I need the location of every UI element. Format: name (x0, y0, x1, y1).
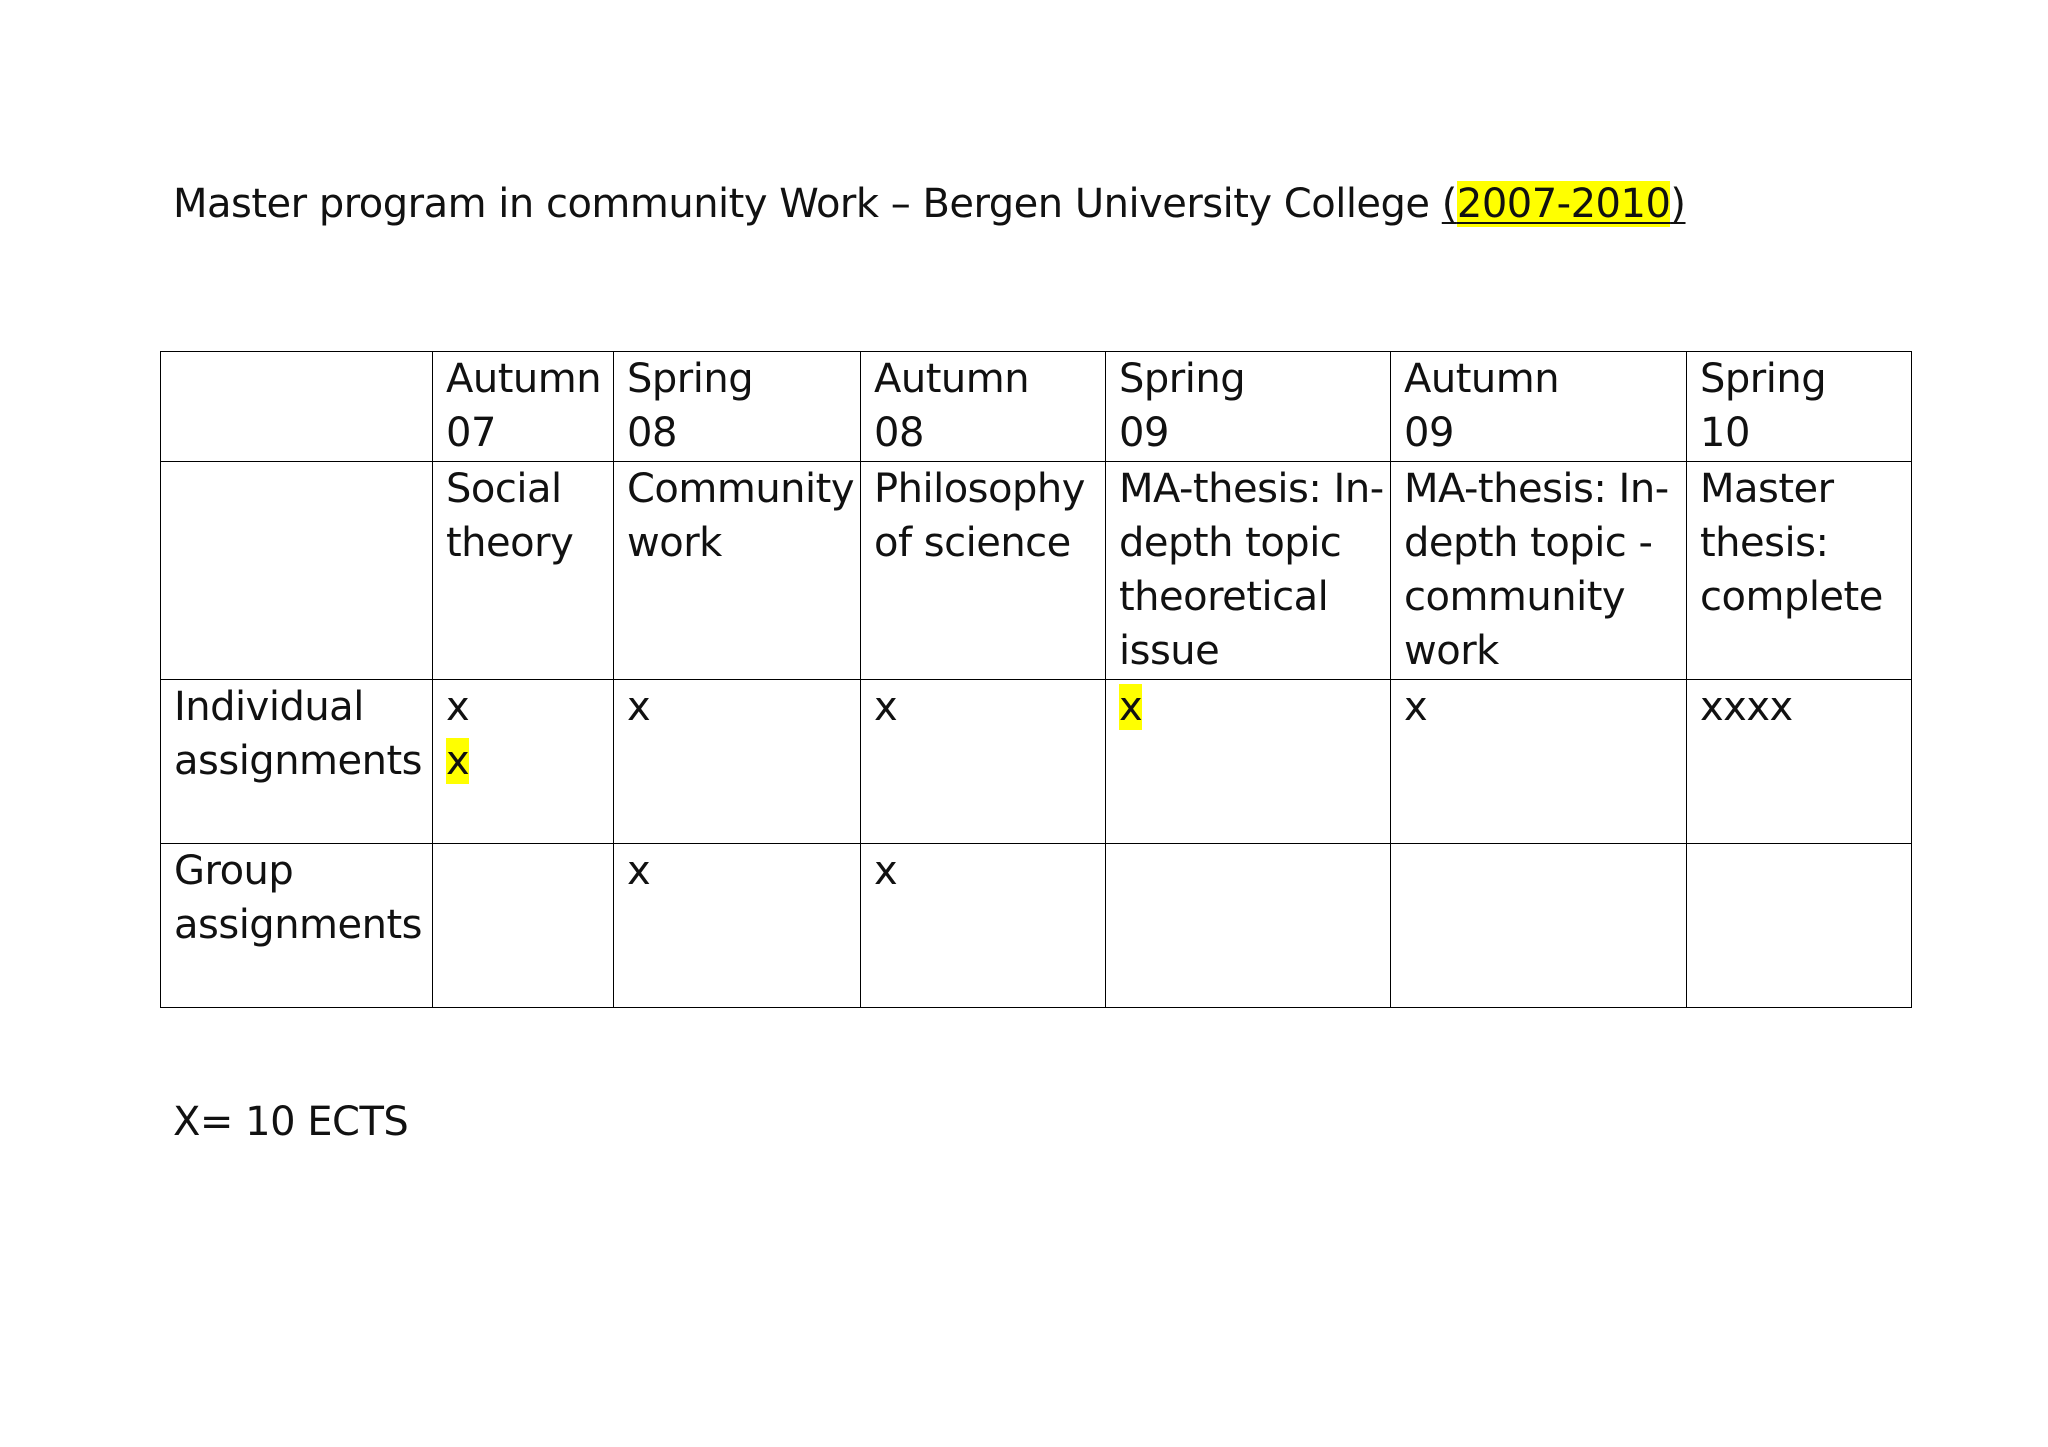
row-label-group: Group assignments (161, 844, 433, 1008)
course-cell: Philosophy of science (861, 462, 1106, 680)
semester-row (161, 352, 1912, 462)
individual-assignments-row (161, 680, 1912, 844)
individual-cell (1687, 680, 1912, 844)
title-paren-open: ( (1441, 181, 1457, 227)
title-years-highlight: 2007-2010 (1456, 181, 1671, 227)
course-cell: Community work (614, 462, 861, 680)
course-label-cell (161, 462, 433, 680)
course-cell: MA-thesis: In- depth topic theoretical issue (1106, 462, 1391, 680)
assignment-mark-highlighted: x (1119, 684, 1143, 730)
semester-cell: Autumn 09 (1391, 352, 1687, 462)
assignment-mark: x (627, 684, 651, 730)
semester-cell: Spring 08 (614, 352, 861, 462)
row-label-individual: Individual assignments (161, 680, 433, 844)
group-cell (1687, 844, 1912, 1008)
semester-cell: Spring 10 (1687, 352, 1912, 462)
course-cell: MA-thesis: In- depth topic - community work (1391, 462, 1687, 680)
individual-cell (1106, 680, 1391, 844)
assignment-mark: x (627, 848, 651, 894)
title-paren-close: ) (1670, 181, 1686, 227)
group-cell (1106, 844, 1391, 1008)
assignment-mark: x (874, 684, 898, 730)
legend-note: X= 10 ECTS (173, 1099, 409, 1145)
assignment-mark: x (1404, 684, 1428, 730)
individual-cell (433, 680, 614, 844)
group-cell (861, 844, 1106, 1008)
title-years-group (1442, 181, 1686, 227)
assignment-mark: x (874, 848, 898, 894)
individual-cell (1391, 680, 1687, 844)
page-title (173, 172, 1686, 236)
group-cell (1391, 844, 1687, 1008)
schedule-table (160, 351, 1912, 1008)
course-row (161, 462, 1912, 680)
group-cell (614, 844, 861, 1008)
semester-cell: Spring 09 (1106, 352, 1391, 462)
title-main: Master program in community Work – Bergen University College (173, 181, 1442, 227)
semester-cell: Autumn 08 (861, 352, 1106, 462)
corner-cell (161, 352, 433, 462)
group-assignments-row (161, 844, 1912, 1008)
course-cell: Social theory (433, 462, 614, 680)
course-cell: Master thesis: complete (1687, 462, 1912, 680)
assignment-mark-highlighted: x (446, 738, 470, 784)
assignment-mark: xxxx (1700, 684, 1793, 730)
group-cell (433, 844, 614, 1008)
assignment-mark: x (446, 684, 470, 730)
individual-cell (861, 680, 1106, 844)
semester-cell: Autumn 07 (433, 352, 614, 462)
individual-cell (614, 680, 861, 844)
